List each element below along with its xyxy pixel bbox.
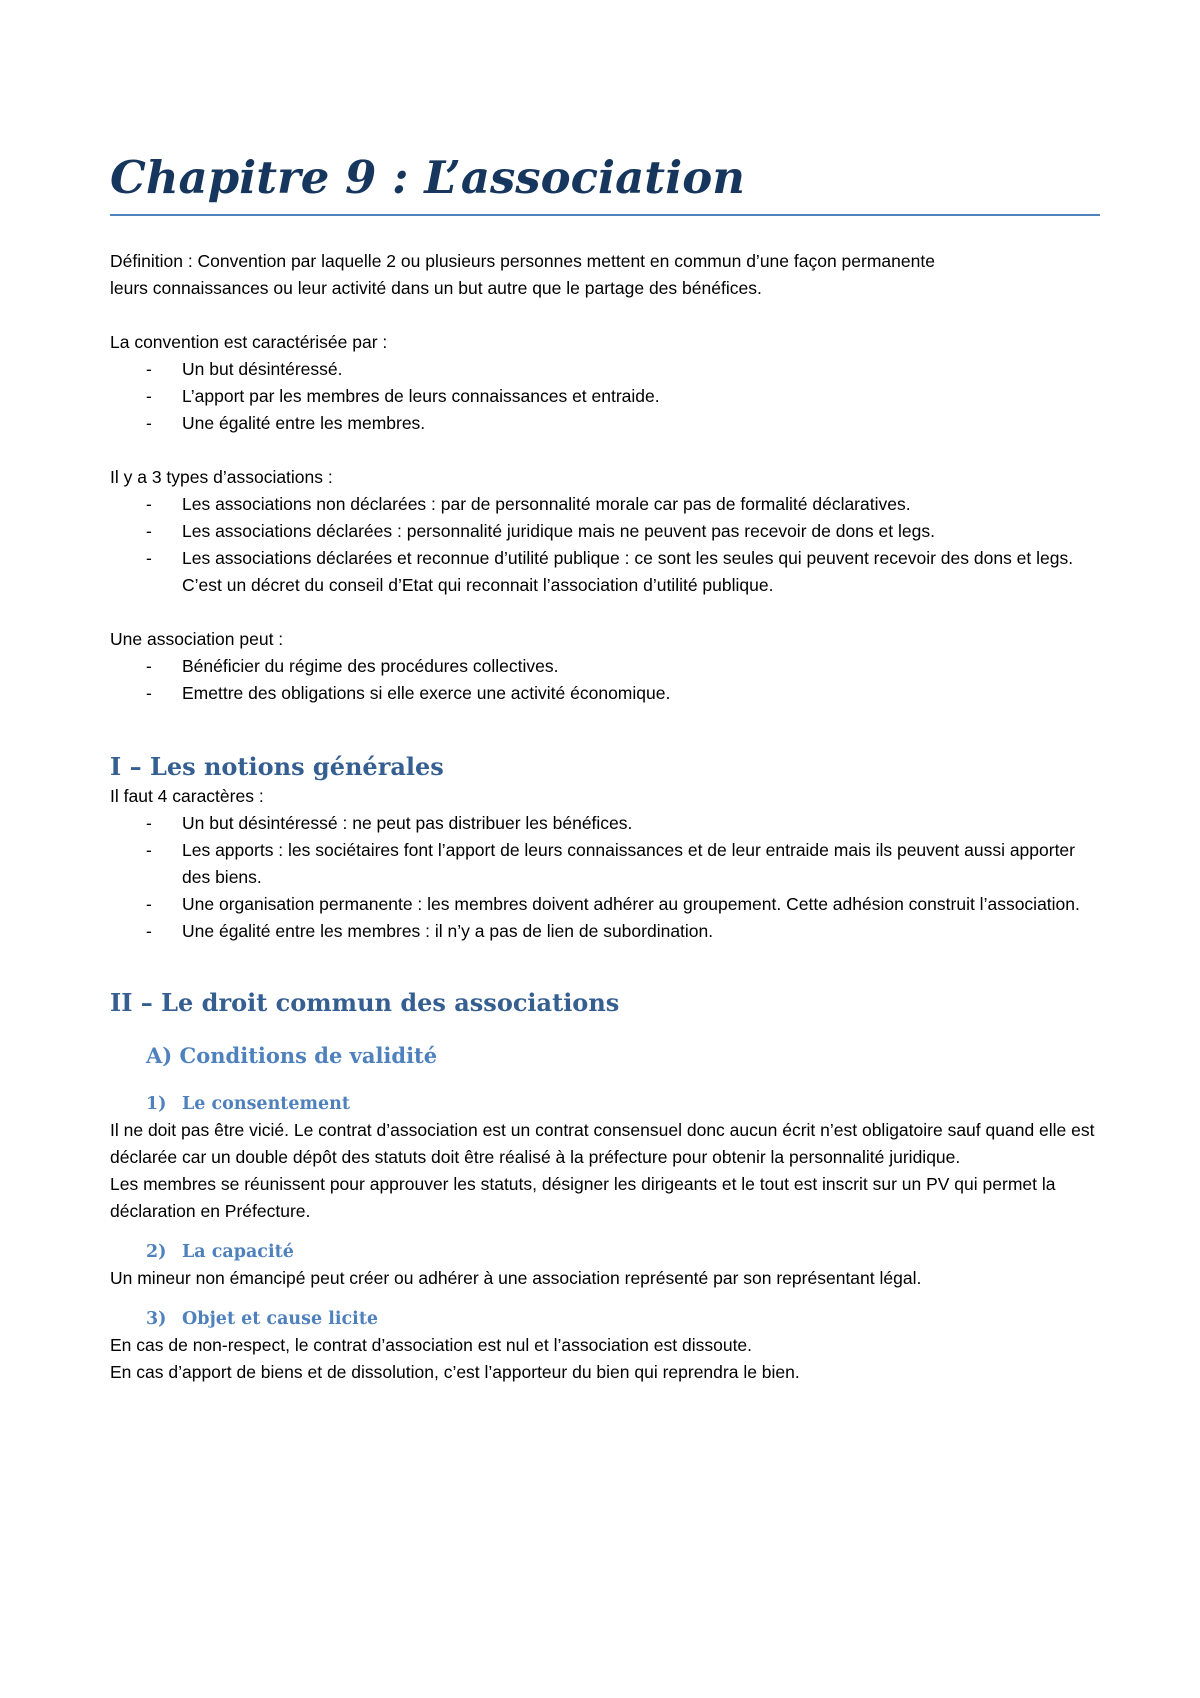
list-item: - Une organisation permanente : les membres doivent adhérer au groupement. Cette adhésion construit l’association. bbox=[110, 891, 1100, 918]
list-item: - Bénéficier du régime des procédures collectives. bbox=[110, 653, 1100, 680]
peut-lead: Une association peut : bbox=[110, 629, 284, 649]
types-lead: Il y a 3 types d’associations : bbox=[110, 467, 333, 487]
types-block bbox=[110, 464, 1100, 599]
convention-block bbox=[110, 329, 1100, 437]
section1-list bbox=[110, 810, 1100, 945]
section-heading-1: I – Les notions générales bbox=[110, 752, 444, 781]
section-heading-2: II – Le droit commun des associations bbox=[110, 988, 620, 1017]
convention-list bbox=[110, 356, 1100, 437]
capacite-paragraph: Un mineur non émancipé peut créer ou adhérer à une association représenté par son représentant légal. bbox=[110, 1268, 922, 1288]
objet-paragraph-2: En cas d’apport de biens et de dissolution, c’est l’apporteur du bien qui reprendra le bien. bbox=[110, 1362, 800, 1382]
heading-number: 2) bbox=[146, 1242, 167, 1262]
page-title: Chapitre 9 : L’association bbox=[110, 148, 1100, 216]
section1-lead: Il faut 4 caractères : bbox=[110, 786, 264, 806]
list-item: - Les apports : les sociétaires font l’apport de leurs connaissances et de leur entraide mais ils peuvent aussi apporter des biens. bbox=[110, 837, 1100, 891]
list-item: - Une égalité entre les membres. bbox=[110, 410, 1100, 437]
heading-number: 1) bbox=[146, 1094, 167, 1114]
heading-text: Le consentement bbox=[182, 1094, 350, 1114]
list-item: - Un but désintéressé. bbox=[110, 356, 1100, 383]
list-item: - Les associations déclarées : personnalité juridique mais ne peuvent pas recevoir de dons et legs. bbox=[110, 518, 1100, 545]
subsection-heading-a: A) Conditions de validité bbox=[146, 1043, 438, 1068]
consentement-paragraph-2: Les membres se réunissent pour approuver les statuts, désigner les dirigeants et le tout est inscrit sur un PV qui permet la déclaration en Préfecture. bbox=[110, 1174, 1056, 1221]
convention-lead: La convention est caractérisée par : bbox=[110, 332, 388, 352]
list-item: - Un but désintéressé : ne peut pas distribuer les bénéfices. bbox=[110, 810, 1100, 837]
subsubsection-heading-3 bbox=[110, 1306, 1100, 1332]
objet-paragraph-1: En cas de non-respect, le contrat d’association est nul et l’association est dissoute. bbox=[110, 1335, 753, 1355]
definition-text: Définition : Convention par laquelle 2 ou plusieurs personnes mettent en commun d’une façon permanente bbox=[110, 251, 935, 271]
subsubsection-heading-1 bbox=[110, 1091, 1100, 1117]
heading-number: 3) bbox=[146, 1309, 167, 1329]
peut-block bbox=[110, 626, 1100, 707]
subsubsection-heading-2 bbox=[110, 1239, 1100, 1265]
list-item: - Emettre des obligations si elle exerce une activité économique. bbox=[110, 680, 1100, 707]
list-item: - L’apport par les membres de leurs connaissances et entraide. bbox=[110, 383, 1100, 410]
list-item: - Les associations déclarées et reconnue d’utilité publique : ce sont les seules qui peuvent recevoir des dons et legs. C’est un décret du conseil d’Etat qui reconnait l’association d’utilité publique. bbox=[110, 545, 1100, 599]
section1-body bbox=[110, 783, 1100, 945]
list-item: - Les associations non déclarées : par de personnalité morale car pas de formalité déclaratives. bbox=[110, 491, 1100, 518]
heading-text: Objet et cause licite bbox=[182, 1309, 379, 1329]
definition-text: leurs connaissances ou leur activité dans un but autre que le partage des bénéfices. bbox=[110, 278, 762, 298]
list-item: - Une égalité entre les membres : il n’y a pas de lien de subordination. bbox=[110, 918, 1100, 945]
definition-block bbox=[110, 248, 1100, 302]
heading-text: La capacité bbox=[182, 1242, 294, 1262]
types-list bbox=[110, 491, 1100, 599]
peut-list bbox=[110, 653, 1100, 707]
consentement-paragraph-1: Il ne doit pas être vicié. Le contrat d’association est un contrat consensuel donc aucun écrit n’est obligatoire sauf quand elle est déclarée car un double dépôt des statuts doit être réalisé à la préfecture pour obtenir la personnalité juridique. bbox=[110, 1120, 1095, 1167]
